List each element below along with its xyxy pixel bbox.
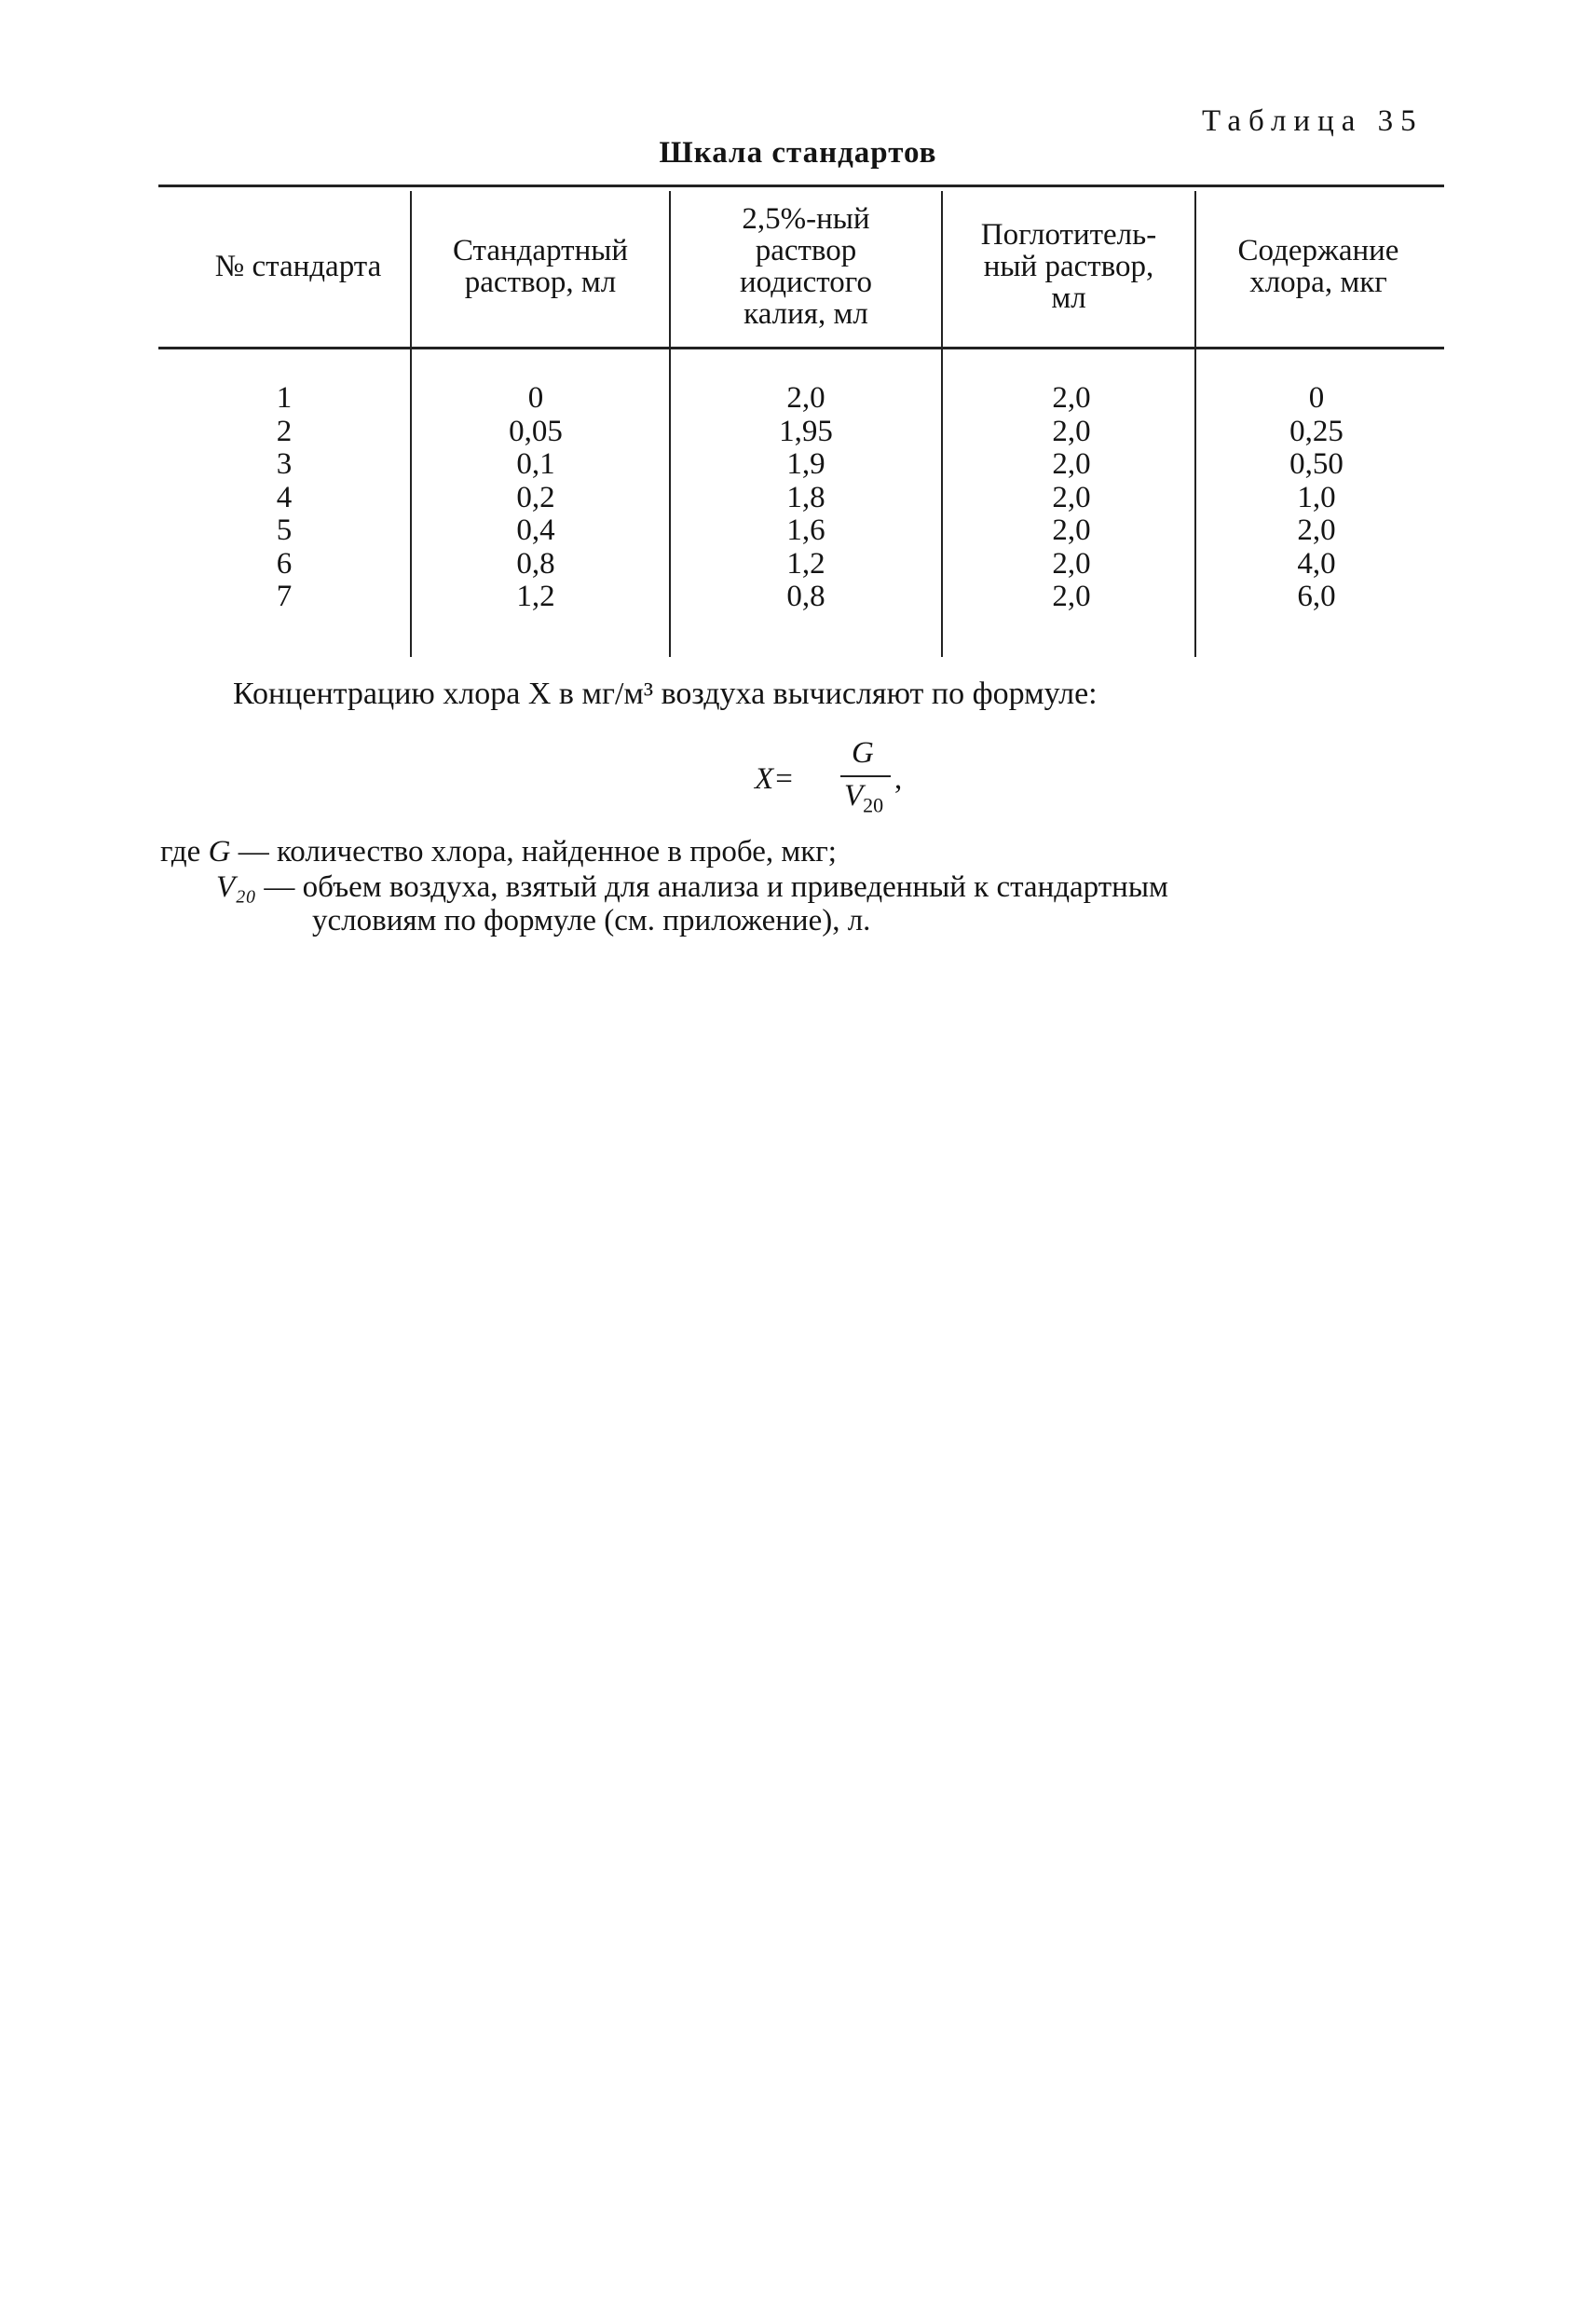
table-cell: 2: [276, 414, 293, 448]
definition-g-text: — количество хлора, найденное в пробе, мкг;: [238, 835, 837, 869]
table-cell: 5: [276, 513, 293, 547]
table-cell: 2,0: [1052, 513, 1091, 547]
table-cell: 1,6: [786, 513, 825, 547]
table-cell: 1,0: [1297, 480, 1336, 514]
table-caption: Таблица 35: [1202, 104, 1424, 138]
table-cell: 6: [276, 546, 293, 581]
definition-v-continued: условиям по формуле (см. приложение), л.: [312, 904, 871, 937]
table-cell: 4: [276, 480, 293, 514]
table-title: Шкала стандартов: [659, 136, 937, 170]
table-cell: 7: [276, 580, 293, 613]
definition-v-text-line1: — объем воздуха, взятый для анализа и приведенный к стандартным: [264, 870, 1168, 904]
table-cell: 0,8: [786, 580, 825, 613]
header-standard-no: № стандарта: [214, 250, 382, 283]
formula-intro: Концентрацию хлора X в мг/м³ воздуха вычисляют по формуле:: [233, 677, 1098, 711]
table-cell: 2,0: [786, 381, 825, 415]
header-ki-solution: 2,5%-ный раствор иодистого калия, мл: [739, 202, 872, 331]
fraction-bar: [840, 775, 891, 777]
table-cell: 1,2: [786, 546, 825, 581]
table-cell: 6,0: [1297, 580, 1336, 613]
column-absorbing-solution: [1034, 382, 1109, 614]
formula-numerator: G: [852, 736, 874, 770]
table-cell: 2,0: [1052, 381, 1091, 415]
table-cell: 3: [276, 447, 293, 481]
definition-v-symbol: V₂₀: [216, 870, 257, 904]
table-cell: 1,8: [786, 480, 825, 514]
table-cell: 0,05: [509, 414, 563, 448]
table-cell: 2,0: [1052, 414, 1091, 448]
table-cell: 1: [276, 381, 293, 415]
table-cell: 0,1: [516, 447, 555, 481]
definition-g-symbol: G: [208, 835, 231, 869]
table-cell: 2,0: [1052, 546, 1091, 581]
header-standard-solution: Стандартный раствор, мл: [452, 234, 629, 299]
header-chlorine-content: Содержание хлора, мкг: [1237, 234, 1399, 299]
formula-denominator: $V_{20}$: [844, 779, 884, 817]
formula: [755, 736, 941, 829]
table-cell: 1,2: [516, 580, 555, 613]
table-cell: 1,95: [779, 414, 833, 448]
definition-g: [160, 835, 837, 869]
table-cell: 0,8: [516, 546, 555, 581]
table-cell: 0: [527, 381, 544, 415]
table-cell: 1,9: [786, 447, 825, 481]
formula-comma: ,: [894, 762, 903, 796]
table-cell: 0,4: [516, 513, 555, 547]
formula-lhs: X=: [755, 762, 795, 796]
column-standard-no: [266, 382, 303, 614]
definition-prefix: где: [160, 835, 201, 869]
column-chlorine-content: [1275, 382, 1358, 614]
table-cell: 2,0: [1297, 513, 1336, 547]
table-cell: 0,25: [1289, 414, 1344, 448]
column-ki-solution: [764, 382, 848, 614]
table-cell: 2,0: [1052, 447, 1091, 481]
table-cell: 2,0: [1052, 480, 1091, 514]
table-cell: 2,0: [1052, 580, 1091, 613]
table-cell: 0,50: [1289, 447, 1344, 481]
table-cell: 0: [1308, 381, 1325, 415]
table-header-rule: [158, 347, 1444, 349]
header-absorbing-solution: Поглотитель- ный раствор, мл: [980, 218, 1157, 315]
table-cell: 0,2: [516, 480, 555, 514]
column-standard-solution: [494, 382, 578, 614]
table-cell: 4,0: [1297, 546, 1336, 581]
definition-v: [216, 870, 1168, 905]
